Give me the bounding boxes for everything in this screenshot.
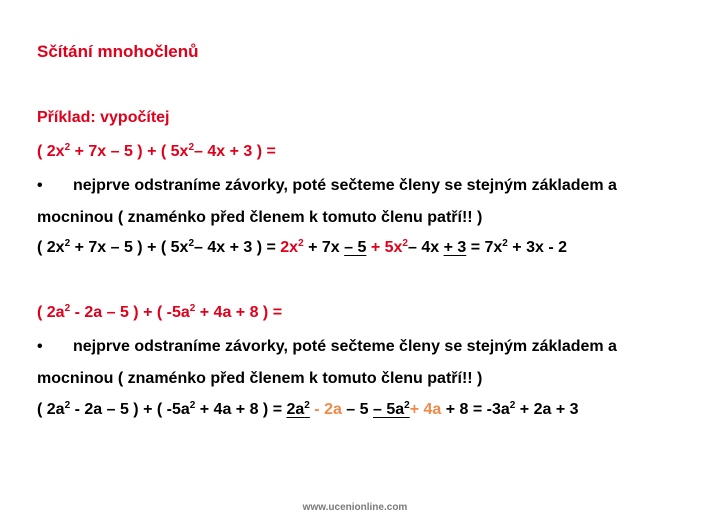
example1-instruction-line1: • nejprve odstraníme závorky, poté sečteme členy se stejným základem a — [37, 177, 617, 194]
bullet: • — [37, 338, 43, 355]
page-title: Sčítání mnohočlenů — [37, 42, 199, 61]
example2-solution: ( $2a^2 - 2a - 5$ ) + ( $-5a^2 + 4a + 8$ ) = $2a^2 - 2a - 5 - 5a^2+ 4a + 8 = -3a^2 + 2a + 3$ — [37, 400, 579, 418]
example2-instruction-line2: mocninou ( znaménko před členem k tomuto členu patří!! ) — [37, 370, 483, 387]
example1-solution: ( $2x^2 + 7x - 5$ ) + ( $5x^2-$ 4x + 3 ) = $2x^2 + 7x - 5 + 5x^2-$ $4x + 3 = 7x^2 + 3x - 2$ — [37, 238, 567, 256]
bullet: • — [37, 177, 43, 194]
example2-problem: ( $2a^2 - 2a - 5$ ) + ( $-5a^2 + 4a + 8$ ) = — [37, 303, 283, 321]
example1-instruction-line2: mocninou ( znaménko před členem k tomuto členu patří!! ) — [37, 209, 483, 226]
example1-problem: ( $2x^2 + 7x - 5$ ) + ( $5x^2-$ 4x + 3 ) = — [37, 142, 276, 160]
footer-website: www.ucenionline.com — [302, 502, 408, 513]
example-label: Příklad: vypočítej — [37, 109, 170, 126]
example2-instruction-line1: • nejprve odstraníme závorky, poté sečteme členy se stejným základem a — [37, 338, 617, 355]
